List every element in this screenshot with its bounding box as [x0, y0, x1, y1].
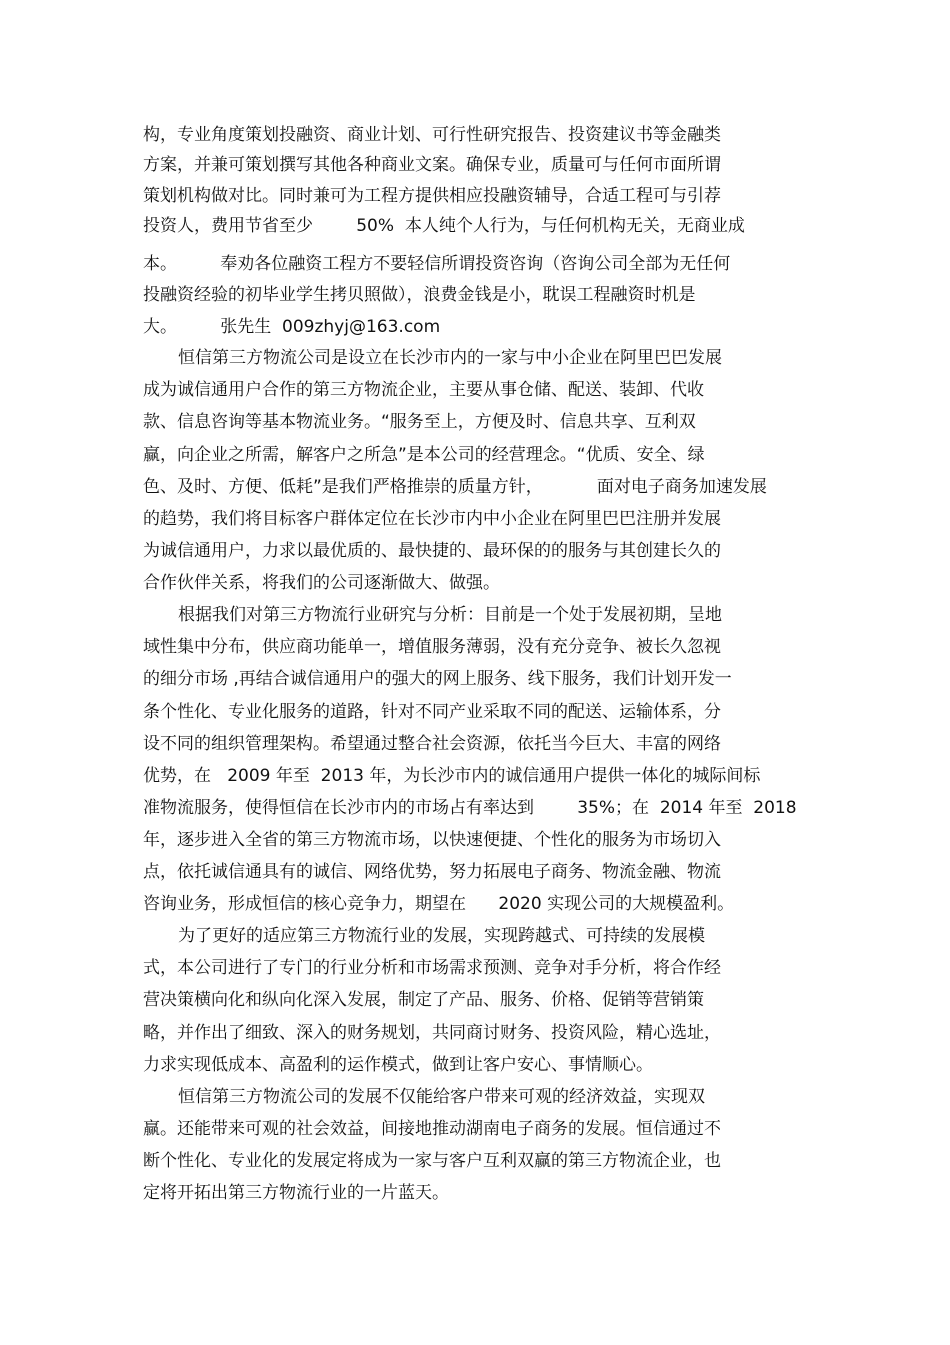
text-line: 的细分市场 ,再结合诚信通用户的强大的网上服务、线下服务，我们计划开发一 — [143, 669, 732, 689]
paragraph-start-line: 为了更好的适应第三方物流行业的发展，实现跨越式、可持续的发展模 — [178, 926, 705, 946]
text-line: 款、信息咨询等基本物流业务。“服务至上，方便及时、信息共享、互利双 — [143, 412, 696, 432]
text-line: 力求实现低成本、高盈利的运作模式，做到让客户安心、事情顺心。 — [143, 1055, 653, 1075]
paragraph-start-line: 恒信第三方物流公司是设立在长沙市内的一家与中小企业在阿里巴巴发展 — [178, 348, 722, 368]
text-line: 方案，并兼可策划撰写其他各种商业文案。确保专业，质量可与任何市面所谓 — [143, 155, 721, 175]
text-line: 点，依托诚信通具有的诚信、网络优势，努力拓展电子商务、物流金融、物流 — [143, 862, 721, 882]
text-line: 赢。还能带来可观的社会效益，间接地推动湖南电子商务的发展。恒信通过不 — [143, 1119, 721, 1139]
text-line: 域性集中分布，供应商功能单一，增值服务薄弱，没有充分竞争、被长久忽视 — [143, 637, 721, 657]
text-line: 投资人，费用节省至少 50% 本人纯个人行为，与任何机构无关，无商业成 — [143, 216, 745, 236]
text-line: 策划机构做对比。同时兼可为工程方提供相应投融资辅导，合适工程可与引荐 — [143, 186, 721, 206]
text-line: 为诚信通用户，力求以最优质的、最快捷的、最环保的的服务与其创建长久的 — [143, 541, 721, 561]
text-line: 年，逐步进入全省的第三方物流市场，以快速便捷、个性化的服务为市场切入 — [143, 830, 721, 850]
text-line: 优势，在 2009 年至 2013 年，为长沙市内的诚信通用户提供一体化的城际间标 — [143, 766, 761, 786]
text-line: 合作伙伴关系，将我们的公司逐渐做大、做强。 — [143, 573, 500, 593]
text-line: 赢，向企业之所需，解客户之所急”是本公司的经营理念。“优质、安全、绿 — [143, 445, 705, 465]
text-line: 设不同的组织管理架构。希望通过整合社会资源，依托当今巨大、丰富的网络 — [143, 734, 721, 754]
text-line: 的趋势，我们将目标客户群体定位在长沙市内中小企业在阿里巴巴注册并发展 — [143, 509, 721, 529]
text-line: 投融资经验的初毕业学生拷贝照做），浪费金钱是小，耽误工程融资时机是 — [143, 285, 696, 305]
text-line: 准物流服务，使得恒信在长沙市内的市场占有率达到 35%；在 2014 年至 2018 — [143, 798, 797, 818]
paragraph-start-line: 恒信第三方物流公司的发展不仅能给客户带来可观的经济效益，实现双 — [178, 1087, 705, 1107]
text-line: 条个性化、专业化服务的道路，针对不同产业采取不同的配送、运输体系，分 — [143, 702, 721, 722]
text-line: 本。 奉劝各位融资工程方不要轻信所谓投资咨询（咨询公司全部为无任何 — [143, 254, 731, 274]
text-line: 定将开拓出第三方物流行业的一片蓝天。 — [143, 1183, 449, 1203]
text-line: 式，本公司进行了专门的行业分析和市场需求预测、竞争对手分析，将合作经 — [143, 958, 721, 978]
text-line: 成为诚信通用户合作的第三方物流企业，主要从事仓储、配送、装卸、代收 — [143, 380, 704, 400]
text-line: 色、及时、方便、低耗”是我们严格推崇的质量方针， 面对电子商务加速发展 — [143, 477, 767, 497]
paragraph-start-line: 根据我们对第三方物流行业研究与分析：目前是一个处于发展初期，呈地 — [178, 605, 722, 625]
text-line: 构，专业角度策划投融资、商业计划、可行性研究报告、投资建议书等金融类 — [143, 125, 721, 145]
text-line: 大。 张先生 009zhyj@163.com — [143, 317, 441, 337]
text-line: 咨询业务，形成恒信的核心竞争力，期望在 2020 实现公司的大规模盈利。 — [143, 894, 735, 914]
text-line: 略，并作出了细致、深入的财务规划，共同商讨财务、投资风险，精心选址， — [143, 1023, 721, 1043]
text-line: 营决策横向化和纵向化深入发展，制定了产品、服务、价格、促销等营销策 — [143, 990, 704, 1010]
text-line: 断个性化、专业化的发展定将成为一家与客户互利双赢的第三方物流企业，也 — [143, 1151, 721, 1171]
